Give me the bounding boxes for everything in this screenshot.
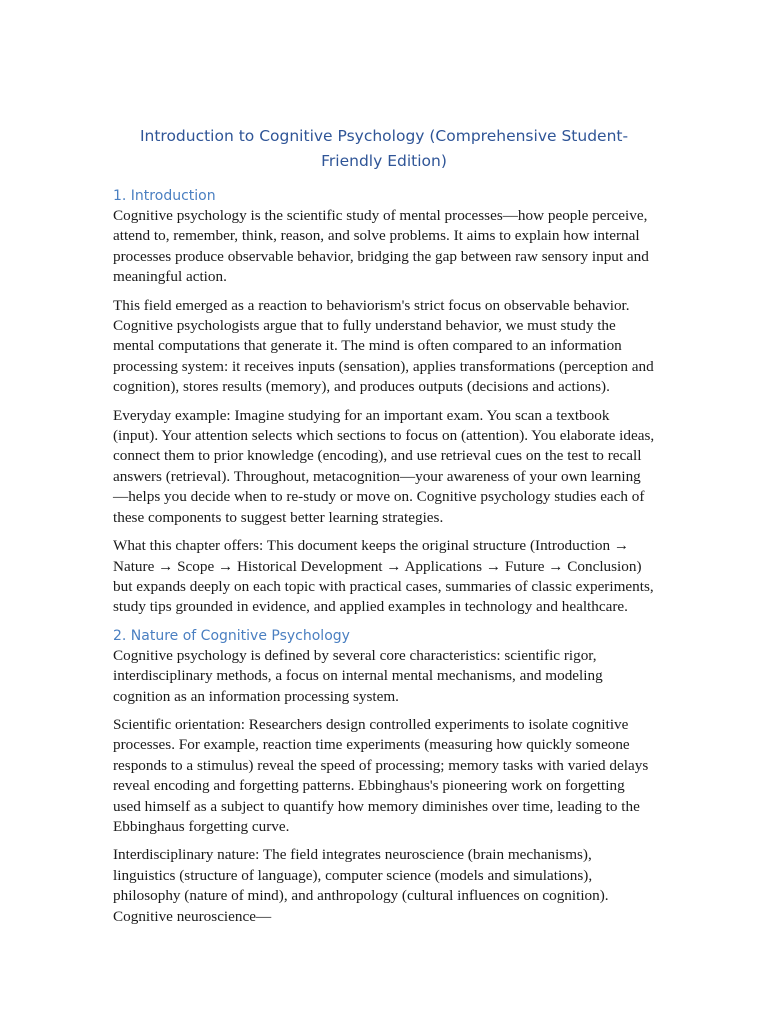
paragraph: Interdisciplinary nature: The field integrates neuroscience (brain mechanisms), linguistics (structure of language), computer science (models and simulations), philosophy (nature of mind), and anthropology (cultural influences on cognition). Cognitive neuroscience—: [113, 846, 609, 925]
paragraph: Everyday example: Imagine studying for an important exam. You scan a textbook (input). Your attention selects which sections to focus on (attention). You elaborate ideas, connect them to prior knowledge (encoding), and use retrieval cues on the test to recall answers (retrieval). Throughout, metacognition—your awareness of your own learning—helps you decide when to re-study or move on. Cognitive psychology studies each of these components to suggest better learning strategies.: [113, 406, 655, 526]
paragraph: What this chapter offers: This document keeps the original structure (Introduction → Nature → Scope → Historical Development → Applications → Future → Conclusion) but expands deeply on each topic with practical cases, summaries of classic experiments, study tips grounded in evidence, and applied examples in technology and healthcare.: [113, 537, 654, 616]
document-page: [113, 124, 655, 935]
document-title: Introduction to Cognitive Psychology (Comprehensive Student-Friendly Edition): [139, 127, 629, 170]
paragraph: Cognitive psychology is defined by several core characteristics: scientific rigor, interdisciplinary methods, a focus on internal mental mechanisms, and modeling cognition as an information processing system.: [113, 646, 603, 705]
section-introduction: [113, 186, 655, 618]
paragraph: Scientific orientation: Researchers design controlled experiments to isolate cognitive processes. For example, reaction time experiments (measuring how quickly someone responds to a stimulus) reveal the speed of processing; memory tasks with varied delays reveal encoding and forgetting patterns. Ebbinghaus's pioneering work on forgetting used himself as a subject to quantify how memory diminishes over time, leading to the Ebbinghaus forgetting curve.: [113, 715, 649, 835]
paragraph: This field emerged as a reaction to behaviorism's strict focus on observable behavior. Cognitive psychologists argue that to fully understand behavior, we must study the mental computations that generate it. The mind is often compared to an information processing system: it receives inputs (sensation), applies transformations (perception and cognition), stores results (memory), and produces outputs (decisions and actions).: [113, 296, 654, 396]
paragraph: Cognitive psychology is the scientific study of mental processes—how people perceive, attend to, remember, think, reason, and solve problems. It aims to explain how internal processes produce observable behavior, bridging the gap between raw sensory input and meaningful action.: [113, 207, 649, 286]
section-heading: 1. Introduction: [113, 188, 216, 204]
section-nature: [113, 626, 655, 927]
section-heading: 2. Nature of Cognitive Psychology: [113, 627, 350, 644]
